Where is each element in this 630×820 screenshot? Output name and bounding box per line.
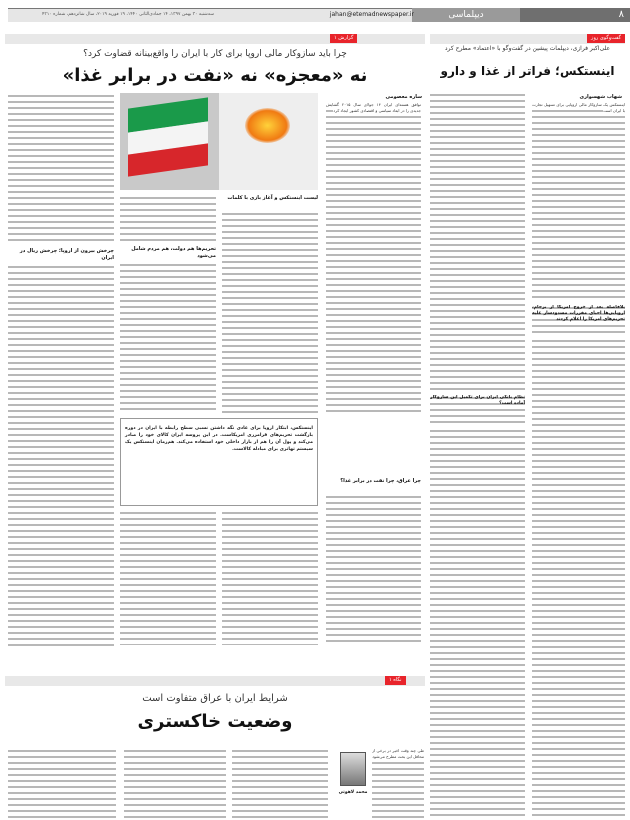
page-number: ۸ xyxy=(520,8,630,22)
main-story-kicker: چرا باید سازوکار مالی اروپا برای کار با ایران را واقع‌بینانه قضاوت کرد؟ xyxy=(83,49,347,59)
right-col-1-text-b xyxy=(532,338,625,818)
bottom-story-kicker: شرایط ایران با عراق متفاوت است xyxy=(142,693,288,704)
right-story-title: اینستکس؛ فراتر از غذا و دارو xyxy=(440,64,615,78)
main-col-4-text-b xyxy=(326,494,421,646)
main-subhead-4: چرخش بیرون از اروپا؛ چرخش ریال در ایران xyxy=(8,248,114,262)
main-story-author: ساره معصومی xyxy=(385,94,422,100)
right-col-2-text-b xyxy=(430,428,525,818)
bottom-story-tag: نگاه ۱ xyxy=(385,676,406,685)
main-subhead-3: چرا عراق، چرا نفت در برابر غذا؟ xyxy=(326,478,421,492)
email-link[interactable]: jahan@etemadnewspaper.ir xyxy=(329,11,414,18)
right-col-2-text xyxy=(430,92,525,392)
right-col-1-text: اینستکس یک سازوکار مالی اروپایی برای تسهیل تجارت با ایران است xyxy=(532,102,625,302)
main-col-1-text-b xyxy=(8,264,114,646)
right-story-kicker: علی‌اکبر فرازی، دیپلمات پیشین در گفت‌وگو با «اعتماد» مطرح کرد xyxy=(444,45,611,52)
flag-and-gas-flare-photo xyxy=(120,93,318,190)
main-subhead-1: لیست اینستکس و آغاز بازی با کلمات xyxy=(222,195,318,209)
quote-box: اینستکس، ابتکار اروپا برای عادی نگه داشتن نسبی سطح رابطه با ایران در دوره بازگشت تحریم‌های فرامرزی امریکاست. در این پروسه ایران کالای خود را صادر می‌کند و پول آن را هم از بازار داخلی خود استفاده می‌کند. هم‌زمان اینستکس یک سیستم تهاتری برای مبادله کالاست. xyxy=(120,418,318,506)
bottom-col-4-text xyxy=(8,748,116,820)
bottom-story-author: محمد لاهوتی xyxy=(338,790,368,795)
right-question-2: نظام بانکی ایران برای تکمیل این سازوکار آماده است؟ xyxy=(430,395,525,425)
main-col-3-text-b xyxy=(222,510,318,645)
main-story-tag: گزارش ۱ xyxy=(330,34,357,43)
main-col-2-text-c xyxy=(120,510,216,645)
right-story-tag: گفت‌وگوی روز xyxy=(587,34,625,43)
date-line: سه‌شنبه ۳۰ بهمن ۱۳۹۷، ۱۴ جمادی‌الثانی ۱۴۴۰، ۱۹ فوریه ۲۰۱۹، سال شانزدهم، شماره ۴۳۱۰ xyxy=(42,12,214,17)
right-story-author: شهاب شهسواری xyxy=(579,94,622,100)
main-col-2-text-b xyxy=(120,262,216,413)
main-story-title: نه «معجزه» نه «نفت در برابر غذا» xyxy=(62,65,368,86)
main-subhead-2: تحریم‌ها هم دولت، هم مردم شامل می‌شود xyxy=(120,246,216,260)
main-col-2-text xyxy=(120,195,216,243)
section-name: دیپلماسی xyxy=(412,8,520,22)
main-col-1-text xyxy=(8,93,114,243)
main-tag-bar xyxy=(5,34,425,44)
main-col-4-text: توافق هسته‌ای ایران ۱۴ جولای سال ۲۰۱۵ گشایش جدیدی را در ابعاد سیاسی و اقتصادی کشور ایجاد کرد xyxy=(326,102,421,412)
bottom-tag-bar xyxy=(5,676,425,686)
bottom-story-title: وضعیت خاکستری xyxy=(137,711,293,732)
bottom-col-1-text: طی چند وقت اخیر در برخی از محافل این بحث مطرح می‌شود xyxy=(372,748,424,820)
right-question-1: بلافاصله بعد از خروج امریکا از برجام، اروپایی‌ها احیای مقررات مسدودساز علیه تحریم‌های امریکا را اعلام کردند xyxy=(532,305,625,335)
bottom-col-3-text xyxy=(124,748,226,820)
main-col-3-text xyxy=(222,211,318,413)
bottom-col-2-text xyxy=(232,748,328,820)
author-photo xyxy=(340,752,366,786)
